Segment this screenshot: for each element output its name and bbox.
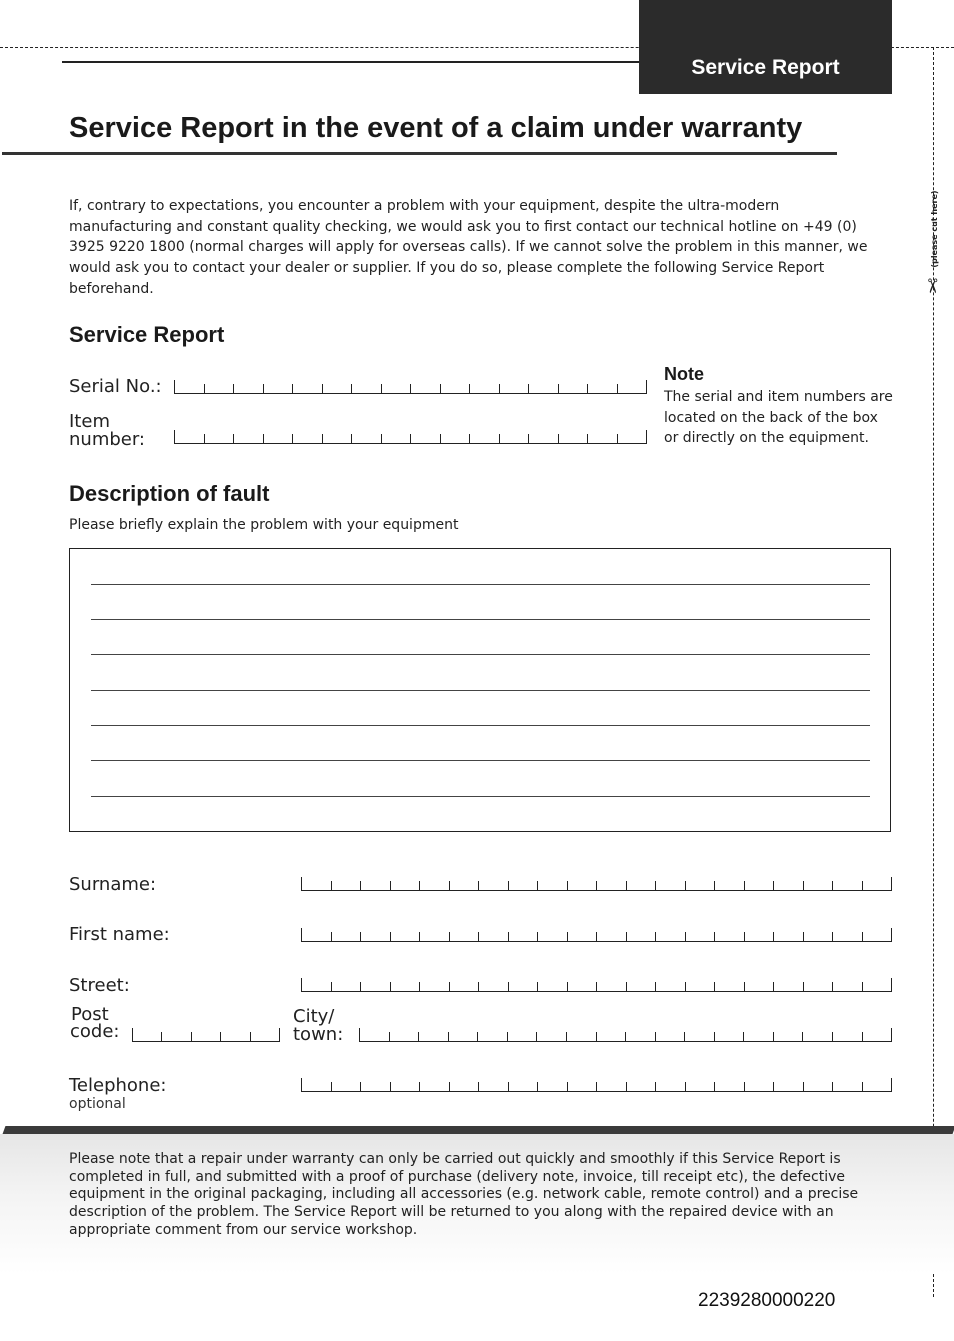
comb-cell bbox=[175, 434, 205, 443]
comb-cell bbox=[420, 1082, 450, 1091]
comb-cell bbox=[529, 384, 559, 393]
comb-cell bbox=[656, 932, 686, 941]
comb-cell bbox=[588, 384, 618, 393]
comb-cell bbox=[863, 877, 893, 890]
header-rule bbox=[62, 61, 639, 63]
telephone-label: Telephone: bbox=[69, 1075, 167, 1096]
fault-heading: Description of fault bbox=[69, 481, 270, 506]
telephone-field[interactable] bbox=[301, 1078, 892, 1092]
serial-label: Serial No.: bbox=[69, 376, 162, 397]
comb-cell bbox=[715, 932, 745, 941]
comb-cell bbox=[264, 434, 294, 443]
comb-cell bbox=[391, 982, 421, 991]
note-title: Note bbox=[664, 364, 704, 384]
comb-cell bbox=[509, 982, 539, 991]
comb-cell bbox=[686, 932, 716, 941]
title-rule bbox=[2, 152, 837, 155]
comb-cell bbox=[509, 1082, 539, 1091]
comb-cell bbox=[538, 1082, 568, 1091]
comb-cell bbox=[332, 932, 362, 941]
comb-cell bbox=[774, 982, 804, 991]
comb-cell bbox=[470, 434, 500, 443]
comb-cell bbox=[538, 881, 568, 890]
comb-cell bbox=[419, 1032, 449, 1041]
comb-cell bbox=[597, 1082, 627, 1091]
comb-cell bbox=[360, 1032, 390, 1041]
comb-cell bbox=[656, 1032, 686, 1041]
comb-cell bbox=[479, 932, 509, 941]
document-number: 2239280000220 bbox=[698, 1290, 836, 1311]
comb-cell bbox=[618, 380, 648, 393]
comb-cell bbox=[500, 434, 530, 443]
comb-cell bbox=[804, 1082, 834, 1091]
comb-cell bbox=[863, 928, 893, 941]
comb-cell bbox=[450, 1082, 480, 1091]
comb-cell bbox=[597, 932, 627, 941]
comb-cell bbox=[391, 932, 421, 941]
comb-cell bbox=[302, 1082, 332, 1091]
comb-cell bbox=[479, 881, 509, 890]
comb-cell bbox=[293, 434, 323, 443]
footer-band bbox=[3, 1126, 954, 1134]
comb-cell bbox=[597, 1032, 627, 1041]
comb-cell bbox=[449, 1032, 479, 1041]
comb-cell bbox=[627, 1082, 657, 1091]
fault-line bbox=[91, 760, 870, 761]
footer-text: Please note that a repair under warranty can only be carried out quickly and smoothly if this Service Report is completed in full, and submitted with a proof of purchase (delivery note, invoice, till receipt etc), the defective equipment in the original packaging, including all accessories (e.g. network cable, remote control) and a precise description of the problem. The Service Report will be returned to you along with the repaired device with an appropriate comment from our service workshop. bbox=[69, 1151, 859, 1238]
header-tab-label: Service Report bbox=[691, 56, 840, 79]
comb-cell bbox=[264, 384, 294, 393]
surname-field[interactable] bbox=[301, 877, 892, 891]
comb-cell bbox=[774, 881, 804, 890]
comb-cell bbox=[478, 1032, 508, 1041]
comb-cell bbox=[509, 932, 539, 941]
comb-cell bbox=[332, 881, 362, 890]
scissors-icon: ✂ bbox=[920, 277, 945, 295]
city-label-line2: town: bbox=[293, 1024, 344, 1045]
comb-cell bbox=[529, 434, 559, 443]
service-report-heading: Service Report bbox=[69, 322, 225, 347]
comb-cell bbox=[597, 881, 627, 890]
comb-cell bbox=[588, 434, 618, 443]
street-label: Street: bbox=[69, 975, 130, 996]
comb-cell bbox=[441, 434, 471, 443]
comb-cell bbox=[863, 1078, 893, 1091]
comb-cell bbox=[234, 434, 264, 443]
first-name-label: First name: bbox=[69, 924, 170, 945]
comb-cell bbox=[627, 982, 657, 991]
comb-cell bbox=[804, 982, 834, 991]
comb-cell bbox=[568, 932, 598, 941]
fault-line bbox=[91, 584, 870, 585]
comb-cell bbox=[420, 881, 450, 890]
comb-cell bbox=[833, 1032, 863, 1041]
comb-cell bbox=[715, 982, 745, 991]
comb-cell bbox=[686, 881, 716, 890]
comb-cell bbox=[568, 881, 598, 890]
comb-cell bbox=[500, 384, 530, 393]
comb-cell bbox=[361, 1082, 391, 1091]
serial-number-field[interactable] bbox=[174, 380, 647, 394]
comb-cell bbox=[744, 1032, 774, 1041]
comb-cell bbox=[803, 1032, 833, 1041]
city-label-line1: City/ bbox=[293, 1006, 335, 1027]
comb-cell bbox=[509, 881, 539, 890]
city-field[interactable] bbox=[359, 1028, 892, 1042]
comb-cell bbox=[192, 1032, 221, 1041]
comb-cell bbox=[470, 384, 500, 393]
comb-cell bbox=[302, 932, 332, 941]
comb-cell bbox=[332, 982, 362, 991]
cut-hint: (please cut here) bbox=[930, 190, 939, 268]
fault-line bbox=[91, 654, 870, 655]
comb-cell bbox=[537, 1032, 567, 1041]
comb-cell bbox=[302, 982, 332, 991]
comb-cell bbox=[391, 881, 421, 890]
fault-line bbox=[91, 690, 870, 691]
comb-cell bbox=[656, 982, 686, 991]
comb-cell bbox=[568, 1082, 598, 1091]
comb-cell bbox=[323, 384, 353, 393]
comb-cell bbox=[715, 1082, 745, 1091]
surname-label: Surname: bbox=[69, 874, 157, 895]
comb-cell bbox=[538, 982, 568, 991]
comb-cell bbox=[411, 384, 441, 393]
comb-cell bbox=[538, 932, 568, 941]
comb-cell bbox=[361, 982, 391, 991]
comb-cell bbox=[479, 982, 509, 991]
comb-cell bbox=[420, 932, 450, 941]
comb-cell bbox=[352, 384, 382, 393]
fault-line bbox=[91, 619, 870, 620]
comb-cell bbox=[332, 1082, 362, 1091]
comb-cell bbox=[205, 384, 235, 393]
comb-cell bbox=[686, 1082, 716, 1091]
comb-cell bbox=[567, 1032, 597, 1041]
comb-cell bbox=[391, 1082, 421, 1091]
comb-cell bbox=[411, 434, 441, 443]
item-number-field[interactable] bbox=[174, 430, 647, 444]
post-code-label-line2: code: bbox=[70, 1021, 120, 1042]
comb-cell bbox=[745, 881, 775, 890]
comb-cell bbox=[627, 932, 657, 941]
comb-cell bbox=[302, 881, 332, 890]
comb-cell bbox=[234, 384, 264, 393]
comb-cell bbox=[450, 982, 480, 991]
comb-cell bbox=[352, 434, 382, 443]
comb-cell bbox=[508, 1032, 538, 1041]
page-title: Service Report in the event of a claim under warranty bbox=[69, 112, 803, 144]
comb-cell bbox=[626, 1032, 656, 1041]
comb-cell bbox=[618, 430, 648, 443]
comb-cell bbox=[774, 1082, 804, 1091]
comb-cell bbox=[745, 932, 775, 941]
comb-cell bbox=[656, 881, 686, 890]
item-label-line2: number: bbox=[69, 429, 145, 450]
comb-cell bbox=[382, 434, 412, 443]
comb-cell bbox=[833, 1082, 863, 1091]
comb-cell bbox=[685, 1032, 715, 1041]
comb-cell bbox=[774, 932, 804, 941]
comb-cell bbox=[627, 881, 657, 890]
comb-cell bbox=[221, 1032, 250, 1041]
comb-cell bbox=[361, 881, 391, 890]
comb-cell bbox=[833, 932, 863, 941]
comb-cell bbox=[441, 384, 471, 393]
comb-cell bbox=[715, 1032, 745, 1041]
comb-cell bbox=[656, 1082, 686, 1091]
comb-cell bbox=[162, 1032, 191, 1041]
comb-cell bbox=[686, 982, 716, 991]
comb-cell bbox=[863, 1028, 893, 1041]
post-code-label-line1: Post bbox=[71, 1004, 109, 1025]
comb-cell bbox=[133, 1032, 162, 1041]
fault-line bbox=[91, 725, 870, 726]
comb-cell bbox=[804, 932, 834, 941]
comb-cell bbox=[774, 1032, 804, 1041]
item-label-line1: Item bbox=[69, 411, 110, 432]
comb-cell bbox=[559, 434, 589, 443]
comb-cell bbox=[293, 384, 323, 393]
comb-cell bbox=[833, 881, 863, 890]
comb-cell bbox=[175, 384, 205, 393]
comb-cell bbox=[361, 932, 391, 941]
comb-cell bbox=[390, 1032, 420, 1041]
comb-cell bbox=[382, 384, 412, 393]
comb-cell bbox=[205, 434, 235, 443]
comb-cell bbox=[863, 978, 893, 991]
comb-cell bbox=[833, 982, 863, 991]
comb-cell bbox=[450, 881, 480, 890]
first-name-field[interactable] bbox=[301, 928, 892, 942]
street-field[interactable] bbox=[301, 978, 892, 992]
comb-cell bbox=[251, 1028, 280, 1041]
note-text: The serial and item numbers are located on the back of the box or directly on the equipment. bbox=[664, 389, 893, 447]
comb-cell bbox=[715, 881, 745, 890]
post-code-field[interactable] bbox=[132, 1028, 280, 1042]
comb-cell bbox=[568, 982, 598, 991]
comb-cell bbox=[745, 1082, 775, 1091]
comb-cell bbox=[479, 1082, 509, 1091]
fault-hint: Please briefly explain the problem with your equipment bbox=[69, 517, 459, 533]
comb-cell bbox=[597, 982, 627, 991]
telephone-optional-note: optional bbox=[69, 1096, 126, 1112]
comb-cell bbox=[450, 932, 480, 941]
intro-paragraph: If, contrary to expectations, you encounter a problem with your equipment, despite the ultra-modern manufacturing and constant quality checking, we would ask you to first contact our technical hotline on +49 (0) 3925 9220 1800 (normal charges will apply for overseas calls). If we cannot solve the problem in this manner, we would ask you to contact your dealer or supplier. If you do so, please complete the following Service Report beforehand. bbox=[69, 198, 868, 297]
comb-cell bbox=[323, 434, 353, 443]
comb-cell bbox=[804, 881, 834, 890]
comb-cell bbox=[745, 982, 775, 991]
comb-cell bbox=[559, 384, 589, 393]
comb-cell bbox=[420, 982, 450, 991]
fault-line bbox=[91, 796, 870, 797]
